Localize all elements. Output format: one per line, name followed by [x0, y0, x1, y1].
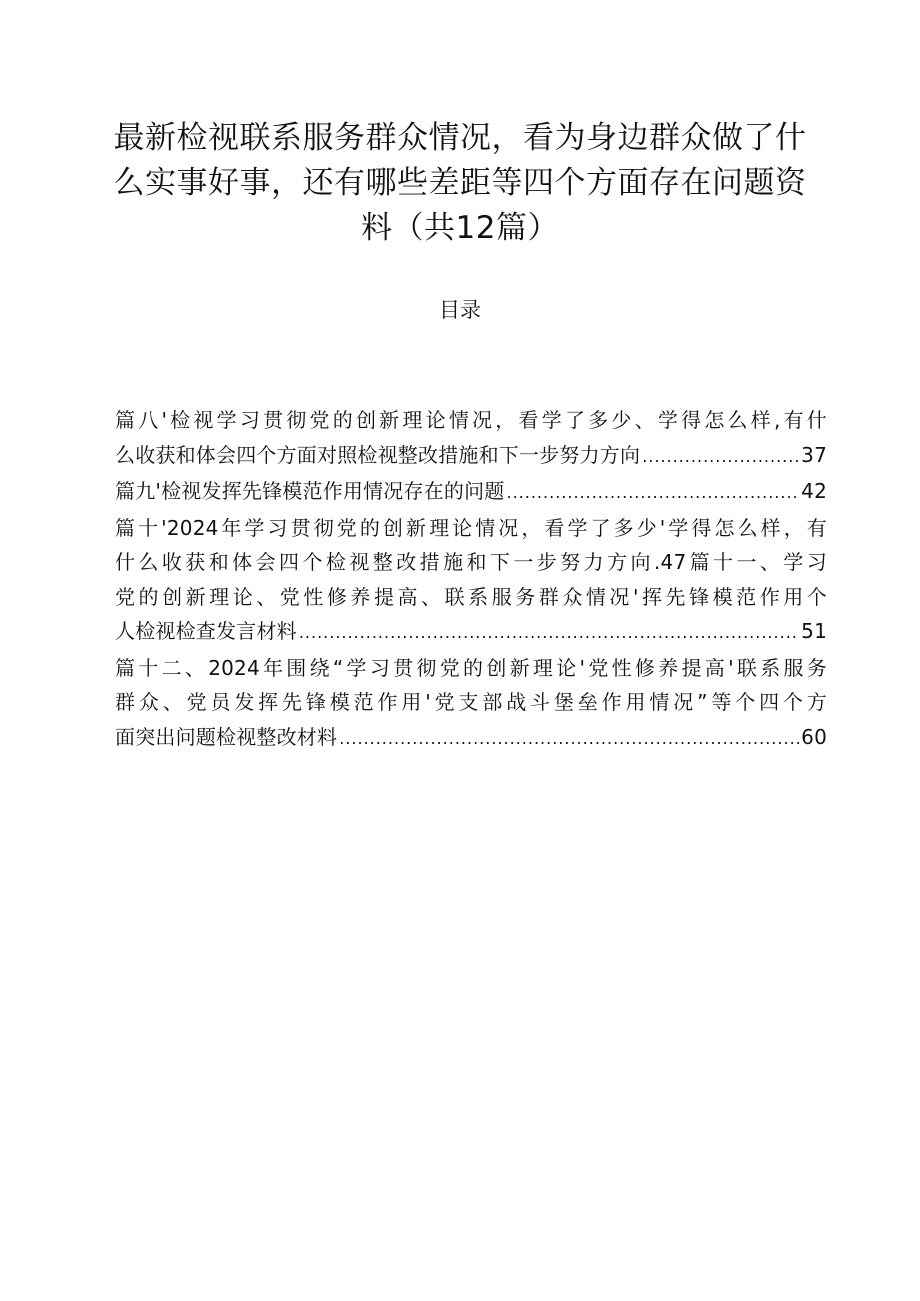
toc-entry[interactable]: [115, 511, 827, 651]
toc-entry-text: 么收获和体会四个方面对照检视整改措施和下一步努力方向: [115, 442, 641, 467]
toc-page-number: 37: [801, 442, 827, 467]
toc-entry-last-line: [115, 614, 827, 651]
toc-entry-line: 党的创新理论、党性修养提高、联系服务群众情况'挥先锋模范作用个: [115, 584, 827, 609]
toc-entry-text: 人检视检查发言材料: [115, 619, 297, 643]
document-title: 最新检视联系服务群众情况，看为身边群众做了什么实事好事，还有哪些差距等四个方面存在问题资料（共12篇）: [113, 120, 807, 246]
toc-dot-leader: [642, 440, 799, 475]
toc-entry[interactable]: [115, 651, 827, 757]
toc-entry-last-line: [115, 438, 827, 475]
toc-entry-line: 篇十'2024年学习贯彻党的创新理论情况，看学了多少'学得怎么样，有: [115, 515, 827, 540]
toc-entry-text: 面突出问题检视整改材料: [115, 724, 338, 749]
toc-dot-leader: [299, 616, 799, 651]
toc-entry-text: 篇九'检视发挥先锋模范作用情况存在的问题: [115, 479, 505, 503]
toc-entry[interactable]: [115, 403, 827, 474]
toc-dot-leader: [339, 722, 799, 757]
toc-dot-leader: [507, 476, 800, 511]
toc-page-number: 51: [801, 619, 827, 643]
toc-page-number: 60: [801, 724, 827, 749]
toc-entry-line: 篇八'检视学习贯彻党的创新理论情况，看学了多少、学得怎么样,有什: [115, 408, 827, 432]
toc-entry-line: 篇十二、2024年围绕“学习贯彻党的创新理论'党性修养提高'联系服务: [115, 655, 827, 680]
table-of-contents: [115, 403, 827, 756]
toc-entry-line: 群众、党员发挥先锋模范作用'党支部战斗堡垒作用情况”等个四个方: [115, 690, 827, 714]
toc-entry[interactable]: [115, 474, 827, 511]
toc-page-number: 42: [801, 479, 827, 503]
toc-entry-line: 什么收获和体会四个检视整改措施和下一步努力方向.47篇十一、学习: [115, 550, 827, 574]
toc-entry-last-line: [115, 720, 827, 757]
toc-entry-last-line: [115, 474, 827, 511]
toc-heading: 目录: [439, 298, 481, 322]
